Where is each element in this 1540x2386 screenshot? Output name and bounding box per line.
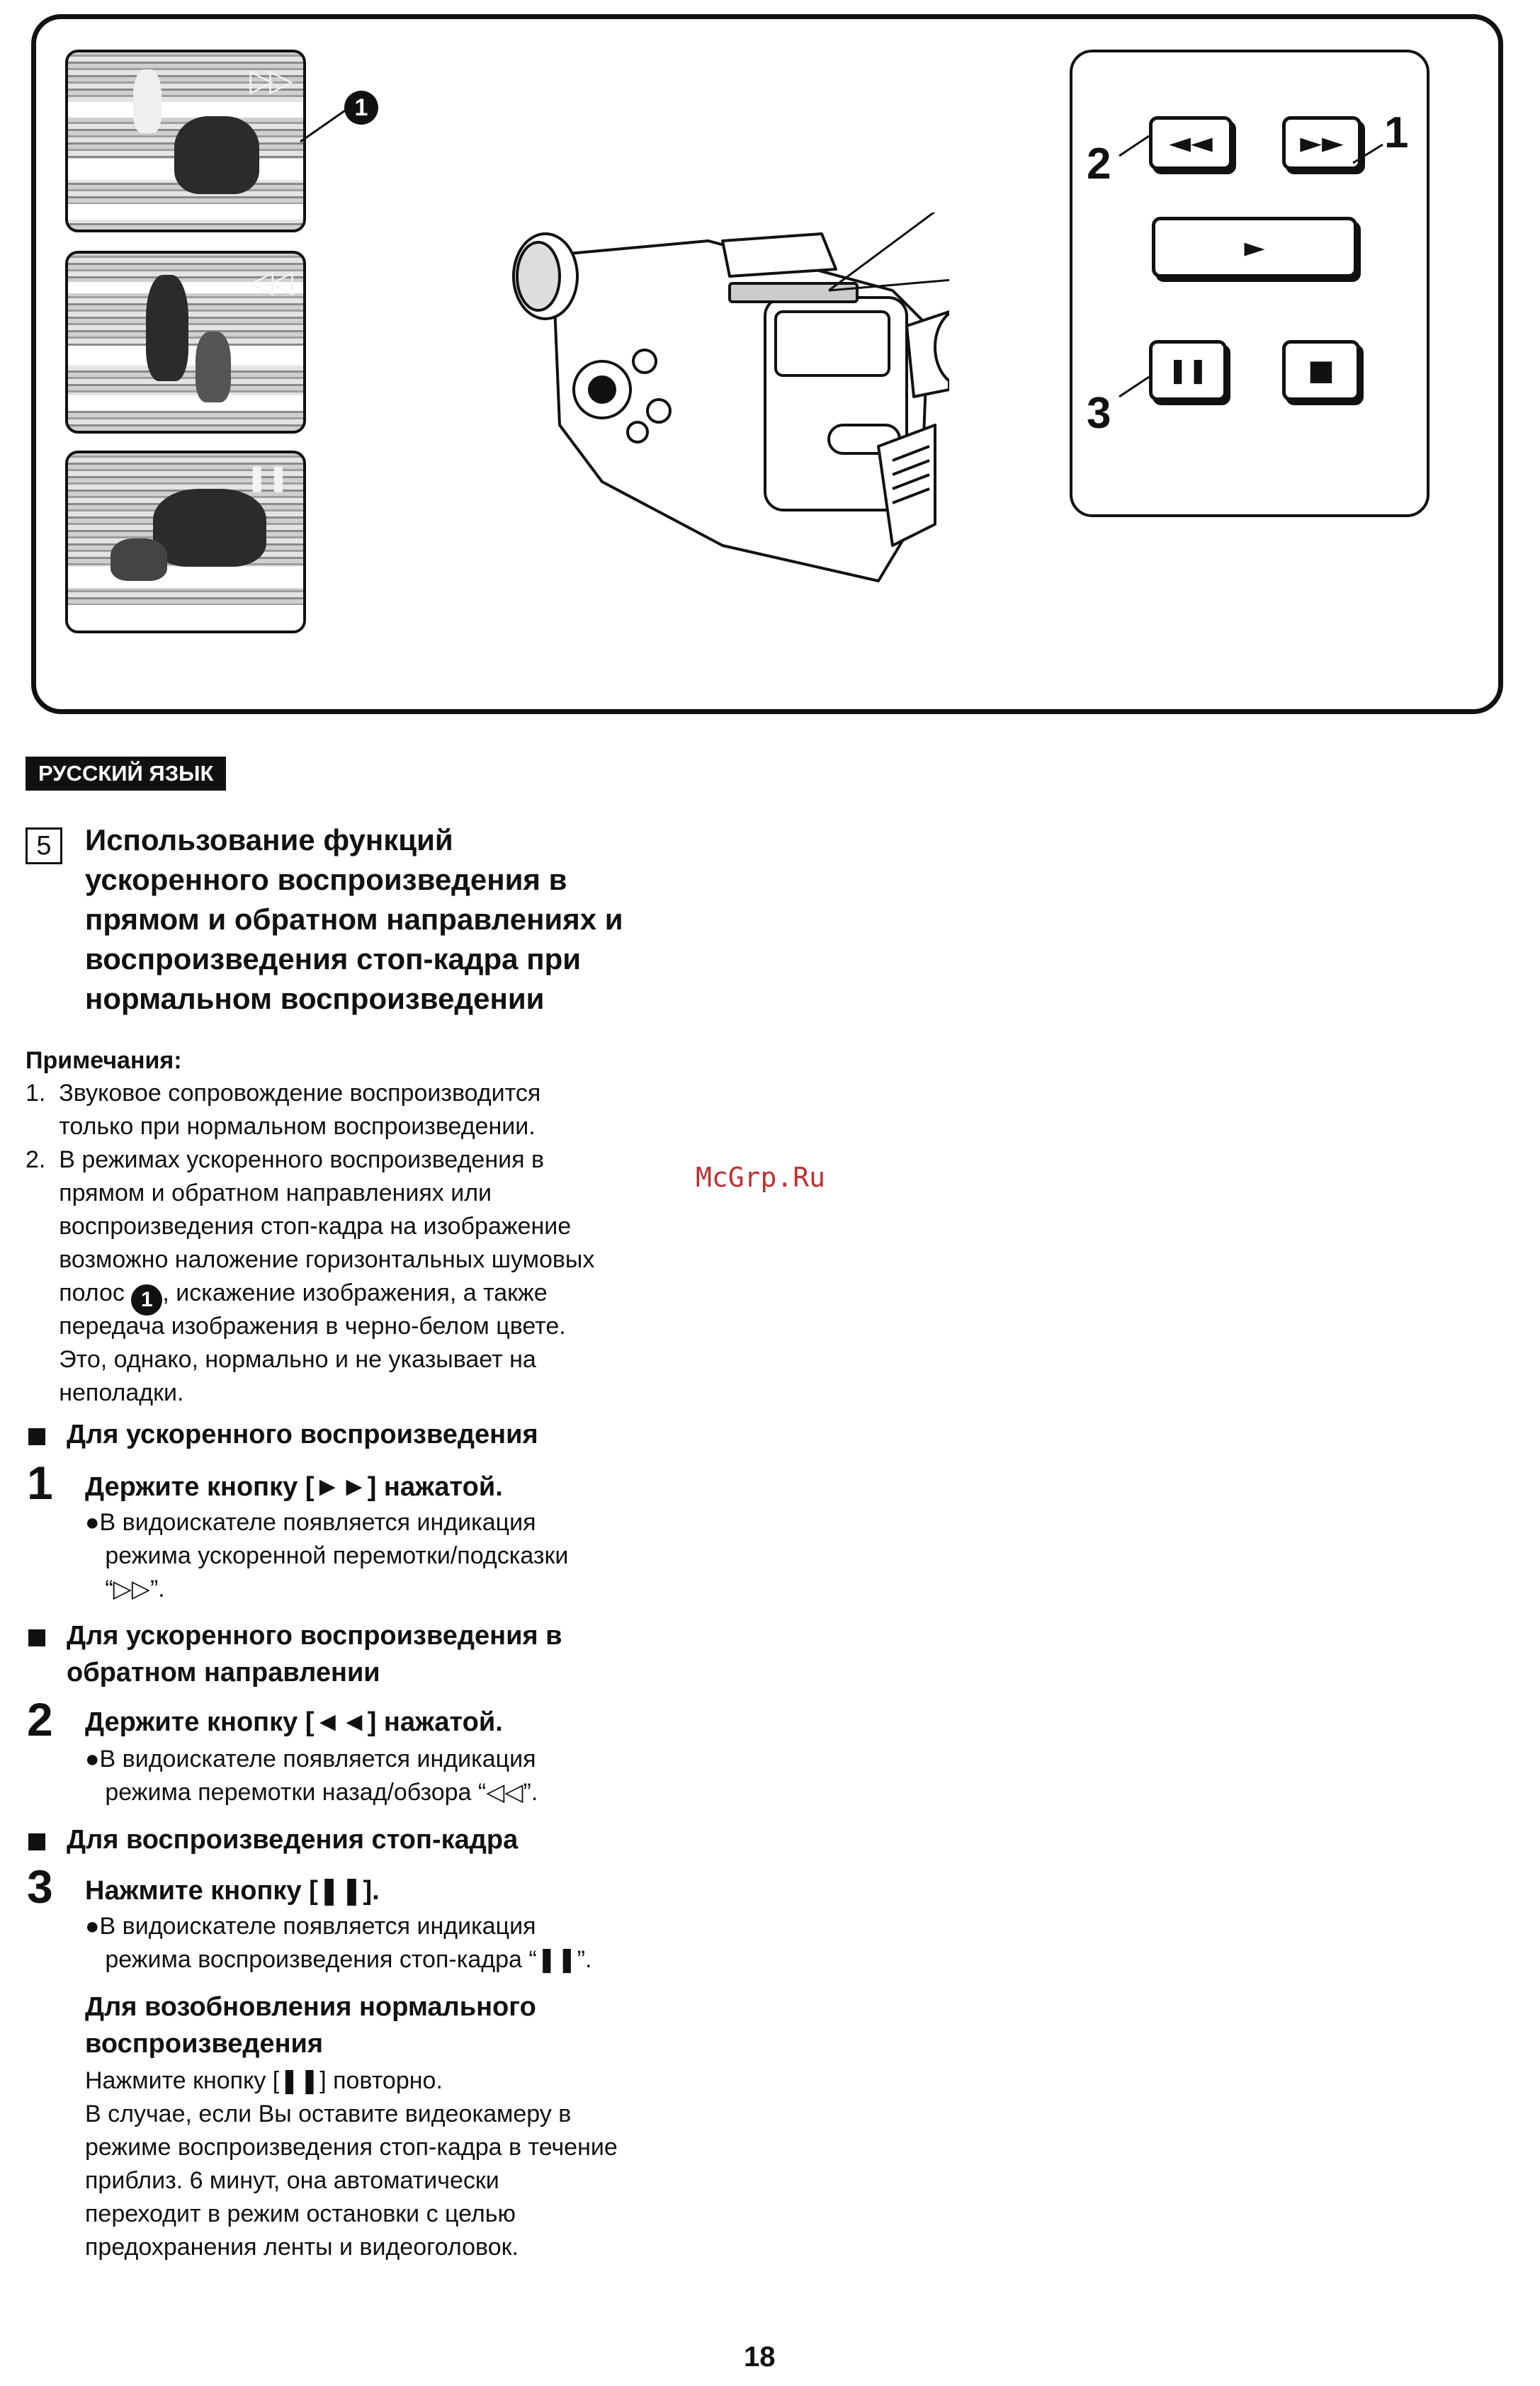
language-tag: РУССКИЙ ЯЗЫК [26,757,226,791]
callout-leader-line [298,106,354,149]
section-number: 5 [26,827,62,864]
notes-line: возможно наложение горизонтальных шумовых [26,1246,595,1273]
notes-line: 2. В режимах ускоренного воспроизведения в [26,1146,545,1173]
section-title [85,820,723,1019]
ff-step-text: Держите кнопку [►►] нажатой. [85,1472,503,1502]
step-number: 3 [27,1860,53,1913]
ff-bullet-line: “▷▷”. [85,1576,165,1602]
pause-button[interactable]: ❚❚ [1149,340,1227,401]
play-button[interactable]: ► [1152,217,1357,278]
page-number: 18 [744,2341,776,2373]
osd-rew-indicator: ◁◁ [249,264,289,300]
section-title-line: прямом и обратном направлениях и [85,903,623,936]
notes-heading: Примечания: [26,1047,182,1074]
still-heading: Для воспроизведения стоп-кадра [67,1825,519,1855]
notes-line: передача изображения в черно-белом цвете. [26,1313,566,1340]
notes-line: прямом и обратном направлениях или [26,1180,492,1206]
callout-noise-bars: 1 [344,91,378,125]
screen-thumbnail-ff [65,50,306,232]
ff-bullet-line: режима ускоренной перемотки/подсказки [85,1542,569,1569]
label-3: 3 [1087,389,1111,438]
section-title-line: Использование функций [85,823,453,856]
still-bullet-line: ●В видоискателе появляется индикация [85,1913,536,1940]
notes-line-part: полос [26,1279,132,1306]
still-bullet-line: режима воспроизведения стоп-кадра “❚❚”. [85,1946,592,1973]
resume-heading: Для возобновления нормального [85,1992,536,2022]
resume-line: приблиз. 6 минут, она автоматически [85,2167,499,2194]
step-number: 1 [27,1457,53,1509]
osd-ff-indicator: ▷▷ [249,62,289,98]
section-title-line: ускоренного воспроизведения в [85,863,567,896]
rewind-button[interactable]: ◄◄ [1149,116,1233,170]
rew-bullet-line: режима перемотки назад/обзора “◁◁”. [85,1779,538,1806]
label-1: 1 [1384,108,1409,157]
label-2: 2 [1087,140,1111,188]
rew-heading: Для ускоренного воспроизведения в [67,1621,562,1651]
notes-line: воспроизведения стоп-кадра на изображение [26,1213,572,1240]
notes-line: 1. Звуковое сопровождение воспроизводится [26,1080,541,1107]
camcorder-drawing [496,213,949,609]
section-title-line: воспроизведения стоп-кадра при [85,942,582,976]
resume-line: Нажмите кнопку [❚❚] повторно. [85,2067,443,2094]
notes-line: Это, однако, нормально и не указывает на [26,1346,536,1373]
screen-thumbnail-rew [65,251,306,434]
callout-ref-1: 1 [131,1284,162,1316]
resume-heading: воспроизведения [85,2029,324,2059]
notes-line: неполадки. [26,1379,184,1406]
step-number: 2 [27,1693,53,1746]
notes-line: только при нормальном воспроизведении. [26,1113,536,1140]
heading-bullet [28,1833,45,1850]
section-title-line: нормальном воспроизведении [85,982,545,1015]
watermark: McGrp.Ru [696,1162,826,1193]
resume-line: предохранения ленты и видеоголовок. [85,2234,519,2261]
panel-leader-lines [1063,106,1417,425]
heading-bullet [28,1629,45,1646]
rew-bullet-line: ●В видоискателе появляется индикация [85,1746,536,1772]
resume-line: режиме воспроизведения стоп-кадра в течение [85,2134,618,2161]
rew-step-text: Держите кнопку [◄◄] нажатой. [85,1707,503,1737]
screen-thumbnail-still [65,451,306,633]
ff-bullet-line: ●В видоискателе появляется индикация [85,1509,536,1536]
notes-line-part: , искажение изображения, а также [162,1279,548,1306]
fast-forward-button[interactable]: ►► [1282,116,1361,170]
stop-button[interactable]: ■ [1282,340,1360,401]
resume-line: В случае, если Вы оставите видеокамеру в [85,2101,572,2127]
heading-bullet [28,1428,45,1445]
ff-heading: Для ускоренного воспроизведения [67,1420,538,1449]
osd-pause-indicator: ❚❚ [246,463,289,492]
still-step-text: Нажмите кнопку [❚❚]. [85,1876,380,1906]
rew-heading: обратном направлении [67,1658,380,1687]
resume-line: переходит в режим остановки с целью [85,2200,516,2227]
